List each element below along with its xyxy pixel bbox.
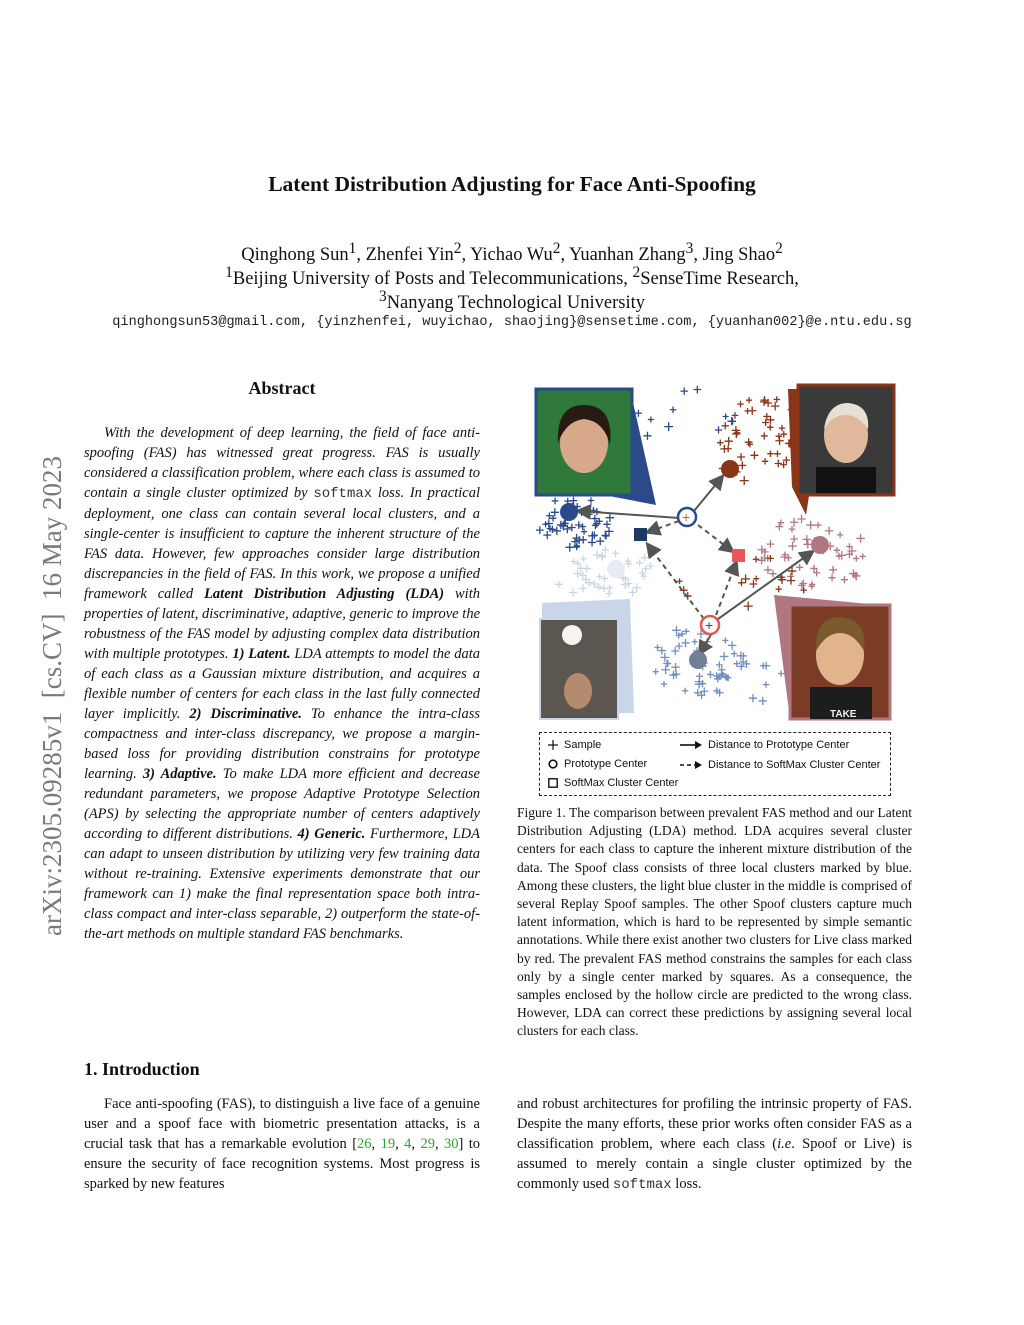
sample-point [774,451,781,458]
intro-paragraph-right [517,1094,912,1195]
abstract-text: loss. In practical deployment, one class can contain several local clusters, and a single-center is insufficient to capture the inherent structure of the FAS data. However, few approaches consider large distribution discrepancies in the field of FAS. In this work, we propose a unified framework called [84,485,480,602]
sample-point [588,497,594,503]
sample-point [664,422,673,431]
softmax-term: softmax [612,1177,672,1193]
sample-point [799,580,807,588]
circle-icon [548,759,558,769]
abstract-emphasis: 2) Discriminative. [189,706,302,722]
sample-point [722,422,729,429]
plus-icon [548,740,558,750]
intro-text: Face anti-spoofing (FAS), to distinguish a live face of a genuine user and a spoof face with biometric presentation attacks, is a crucial task that has a remarkable evolution [ [84,1096,480,1152]
sample-point [728,641,737,650]
author-name: Qinghong Sun [241,245,349,266]
softmax-center-live [732,549,745,562]
abstract-emphasis: Latent Distribution Adjusting (LDA) [204,586,445,602]
sample-point [731,651,737,657]
sample-point [775,437,783,445]
author-emails: qinghongsun53@gmail.com, {yinzhenfei, wuyichao, shaojing}@sensetime.com, {yuanhan002}@e.ntu.edu.sg [112,315,912,330]
legend-label: Prototype Center [564,758,648,770]
affiliation-line [0,264,1024,290]
sample-point [661,681,667,687]
sample-point [720,445,728,453]
sample-point [648,416,654,422]
sample-point [552,498,559,505]
affiliation: Nanyang Technological University [386,293,646,314]
arxiv-stamp [16,340,72,940]
sample-point [707,671,714,678]
sample-point [761,432,768,439]
affil-mark: 1 [348,240,357,257]
sample-point [681,639,689,647]
sample-point [767,424,773,430]
sample-point [565,543,574,552]
abstract-text: To make LDA more efficient and decrease redundant parameters, we propose Adaptive Prototype Selection (APS) by selecting the appropriate number of centers adaptively according to different distributions. [84,766,480,842]
sample-plus-icon: + [682,509,691,525]
sample-point [568,524,576,532]
sample-point [680,387,688,395]
sample-point [767,540,775,548]
dashed-arrow-icon [680,760,702,770]
sample-point [579,585,587,593]
abstract-text: Furthermore, LDA can adapt to unseen distribution by utilizing very few training data without re-training. Extensive experiments demonstrate that our framework can 1) make the final representation space both intra-class compact and inter-class separable, 2) outperform the state-of-the-art methods on multiple standard FAS benchmarks. [84,826,481,942]
abstract-heading: Abstract [248,378,316,398]
sample-point [796,564,803,571]
sample-point [837,532,843,538]
abstract-emphasis: 1) Latent. [232,646,291,662]
sample-point [741,575,750,584]
sample-point [722,637,728,643]
sample-point [737,453,745,461]
sample-point [592,522,599,529]
sample-point [606,590,613,597]
sample-point [740,476,749,485]
sample-point [744,602,753,611]
citation-link[interactable]: 4 [404,1136,412,1152]
sample-point [767,450,773,456]
affil-mark: 2 [775,240,783,257]
sample-point [677,578,683,584]
sample-point [625,558,631,564]
sample-point [596,537,604,545]
citation-separator: , [395,1136,405,1152]
sample-point [692,639,698,645]
sample-point [760,662,767,669]
sample-point [797,515,805,523]
sample-plus-icon: + [705,617,714,633]
affil-mark: 3 [378,288,387,305]
intro-paragraph-left [84,1094,480,1194]
sample-point [775,523,783,531]
abstract-emphasis: 4) Generic. [297,826,366,842]
sample-point [769,570,776,577]
legend-item-sample [548,739,601,751]
sample-point [640,573,647,580]
legend-item-dist-softmax [680,759,880,771]
sample-point [790,518,799,527]
clothes-icon [816,467,876,493]
sample-point [720,652,729,661]
sample-point [588,538,596,546]
sample-point [682,688,688,694]
affil-mark: 3 [685,240,694,257]
legend-item-dist-prototype [680,739,849,751]
sample-point [738,461,746,469]
solid-arrow-icon [680,740,702,750]
sample-point [600,584,608,592]
figure-caption: Figure 1. The comparison between prevalent FAS method and our Latent Distribution Adjusting (LDA) method. LDA acquires several cluster centers for each class to capture the inherent mixture distribution of the data. The Spoof class consists of three local clusters marked by blue. Among these clusters, the light blue cluster in the middle is comprised of several Replay Spoof samples. The other Spoof clusters capture much latent information, which is hard to be represented by simple semantic annotations. While there exist another two clusters for Live class marked by red. The prevalent FAS method constrains the samples for each class only by a single center marked by squares. As a consequence, the samples enclosed by the hollow circle are predicted to the wrong class. However, LDA can correct these predictions by assigning several local clusters for each class. [517,805,912,1039]
sample-point [753,576,759,582]
sample-point [785,555,792,562]
figure-legend [539,732,891,796]
affil-mark: 2 [453,240,462,257]
sample-point [802,535,811,544]
sample-point [553,527,561,535]
intro-text: . Spoof or Live) is assumed to merely contain a single cluster optimized by the commonly used [517,1136,912,1192]
abstract-body [84,423,480,944]
sample-point [841,576,848,583]
abstract-text: with properties of latent, discriminative, adaptive, generic to improve the robustness of the FAS model by adjusting complex data distribution with multiple prototypes. [84,586,480,662]
citation-separator: , [371,1136,381,1152]
sample-point [580,556,586,562]
section-heading-introduction: 1. Introduction [84,1059,200,1079]
arrow-to-prototype [579,511,679,518]
affil-mark: 1 [225,264,233,281]
sample-point [654,644,660,650]
softmax-term: softmax [313,486,373,502]
sample-point [571,538,579,546]
sample-point [762,458,768,464]
sample-point [715,426,722,433]
intro-text: loss. [671,1176,702,1192]
sample-point [542,521,548,527]
sample-point [749,694,757,702]
sample-point [636,559,643,566]
abstract-text: To enhance the intra-class compactness and inter-class discrepancy, we propose a margin-based loss for providing distribution constrains for prototype learning. [84,706,480,782]
affiliation: SenseTime Research, [640,269,799,290]
sample-point [729,418,735,424]
sample-point [694,386,702,394]
sample-point [717,439,723,445]
sample-point [775,586,781,592]
paper-title: Latent Distribution Adjusting for Face Anti-Spoofing [268,172,756,196]
sample-point [856,534,865,543]
citation-link[interactable]: 29 [420,1136,435,1152]
sample-point [774,396,780,402]
intro-italic: i.e [777,1136,792,1152]
sample-point [803,540,812,549]
sample-point [746,397,752,403]
sample-point [670,406,677,413]
photo-shirt-text: TAKE [830,709,857,720]
sample-point [798,582,806,590]
sample-point [643,432,651,440]
sample-point [724,437,732,445]
sample-point [775,460,782,467]
prototype-center-spoof [560,503,578,521]
citation-link[interactable]: 30 [443,1136,459,1152]
legend-label: SoftMax Cluster Center [564,777,679,789]
sample-point [829,566,837,574]
sample-point [789,526,796,533]
affil-mark: 2 [632,264,641,281]
citation-link[interactable]: 19 [380,1136,396,1152]
prototype-center-live [721,460,739,478]
sample-point [575,521,583,529]
sample-point [763,413,770,420]
lamp-icon [562,625,582,645]
sample-point [825,527,833,535]
arrow-to-prototype [700,633,712,653]
citation-link[interactable]: 26 [357,1136,372,1152]
sample-point [723,413,729,419]
prototype-center-spoof-light [607,560,625,578]
affil-mark: 2 [552,240,561,257]
sample-point [790,535,797,542]
sample-point [853,555,859,561]
sample-point [607,585,613,591]
author-name: Yichao Wu [470,245,553,266]
sample-point [671,647,679,655]
sample-point [778,670,784,676]
arrow-to-prototype [694,477,722,511]
softmax-center-spoof [634,528,647,541]
sample-point [788,542,797,551]
arrow-to-softmax [648,521,679,532]
figure-1 [534,383,898,721]
sample-point [787,577,795,585]
arrow-to-softmax [698,525,732,551]
legend-label: Distance to SoftMax Cluster Center [708,759,881,771]
sample-point [653,669,659,675]
sample-point [641,554,648,561]
legend-label: Distance to Prototype Center [708,739,850,751]
intro-text: ] to ensure the security of face recognition systems. Most progress is sparked by new features [84,1136,481,1192]
arrow-to-softmax [648,545,704,619]
legend-item-softmax [548,777,678,789]
sample-point [632,583,641,592]
sample-point [806,521,815,530]
intro-text: and robust architectures for profiling the intrinsic property of FAS. Despite the many efforts, these prior works often consider FAS as a classification problem, where each class ( [517,1096,912,1152]
square-icon [548,778,558,788]
prototype-center-spoof-mid [689,651,707,669]
sample-point [759,697,767,705]
sample-point [676,643,683,650]
sample-point [764,566,772,574]
sample-point [543,531,551,539]
abstract-text: LDA attempts to model the data of each class as a Gaussian mixture distribution, and acquires a flexible number of centers for each class in the last fully connected layer implicitly. [84,646,480,722]
sample-point [745,438,753,446]
legend-label: Sample [564,739,602,751]
face-icon [564,673,592,709]
affiliation-line [0,288,1024,314]
sample-point [732,412,739,419]
sample-point [744,408,750,414]
sample-point [629,588,637,596]
sample-point [753,556,760,563]
arxiv-id: arXiv:2305.09285v1 [cs.CV] 16 May 2023 [37,456,67,936]
sample-point [738,579,745,586]
sample-point [536,526,544,534]
sample-point [737,401,744,408]
sample-point [815,522,822,529]
author-name: Jing Shao [702,245,776,266]
sample-point [828,574,835,581]
sample-point [569,588,577,596]
prototype-center-live-mid [811,536,829,554]
sample-point [763,681,770,688]
citation-separator: , [434,1136,444,1152]
sample-point [612,550,619,557]
sample-point [593,550,602,559]
sample-point [779,425,785,431]
author-list: Qinghong Sun$^1$, Zhenfei Yin$^2$, Yichao Wu$^2$, Yuanhan Zhang$^3$, Jing Shao$^2$ [241,240,783,266]
sample-point [750,451,758,459]
sample-point [555,580,563,588]
author-name: Yuanhan Zhang [569,245,686,266]
sample-point [661,665,670,674]
abstract-text: With the development of deep learning, the field of face anti-spoofing (FAS) has witnessed great progress. FAS is usually considered a classification problem, where each class is assumed to contain a single cluster optimized by [84,425,480,501]
sample-point [671,663,679,671]
author-name: Zhenfei Yin [365,245,454,266]
legend-item-prototype [548,758,647,770]
sample-point [860,553,866,559]
abstract-emphasis: 3) Adaptive. [142,766,217,782]
sample-point [834,547,840,553]
citation-separator: , [411,1136,421,1152]
affiliation: Beijing University of Posts and Telecommunications, [232,269,633,290]
